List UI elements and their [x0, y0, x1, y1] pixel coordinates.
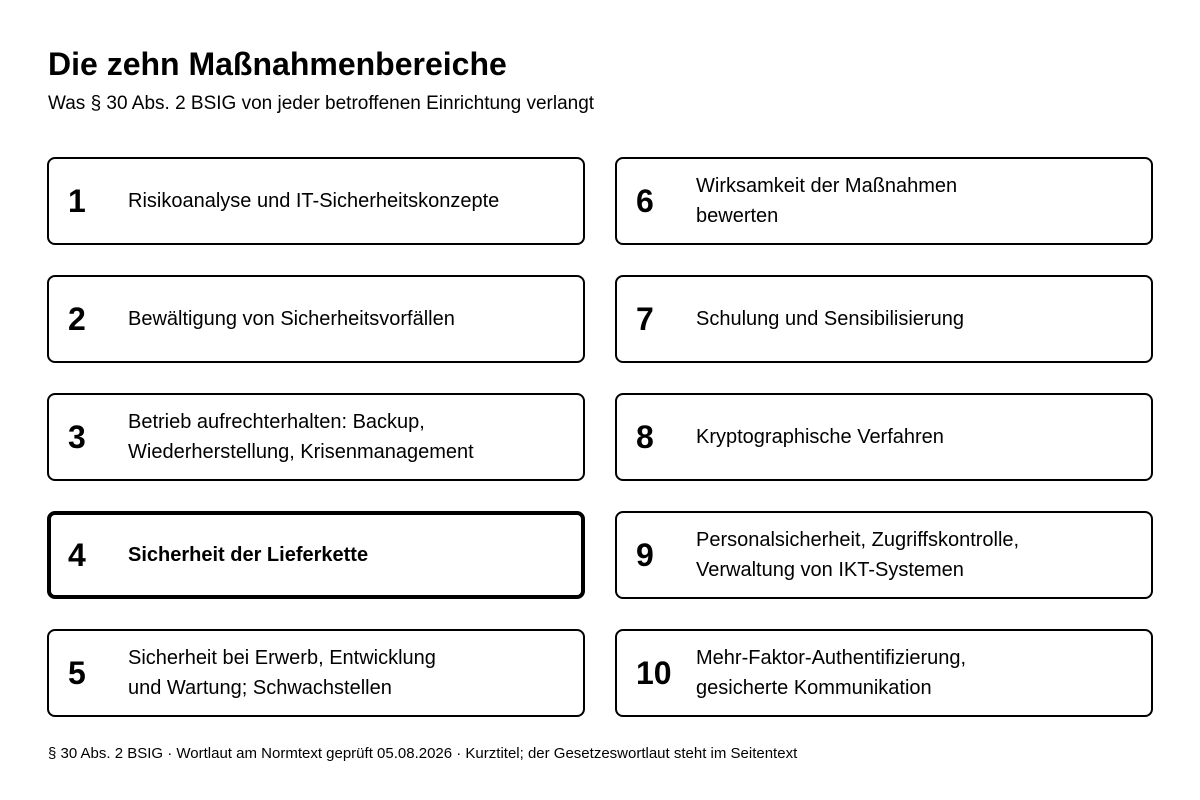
- measure-label: Mehr-Faktor-Authentifizierung, gesicherte Kommunikation: [696, 647, 967, 699]
- measure-card-4: [47, 511, 585, 599]
- measure-card-7: [615, 275, 1153, 363]
- measure-label: Personalsicherheit, Zugriffskontrolle, Verwaltung von IKT-Systemen: [696, 529, 1020, 581]
- measure-label: Wirksamkeit der Maßnahmen bewerten: [696, 175, 958, 227]
- measure-number: 9: [636, 537, 654, 573]
- measure-card-10: [615, 629, 1153, 717]
- measure-number: 4: [68, 537, 86, 573]
- measure-card-3: [47, 393, 585, 481]
- page-title: Die zehn Maßnahmenbereiche: [48, 46, 507, 82]
- measure-number: 2: [68, 301, 86, 337]
- measure-label: Betrieb aufrechterhalten: Backup, Wiederherstellung, Krisenmanagement: [128, 411, 474, 463]
- page-subtitle: Was § 30 Abs. 2 BSIG von jeder betroffenen Einrichtung verlangt: [48, 93, 595, 114]
- measure-number: 1: [68, 183, 86, 219]
- measure-number: 5: [68, 655, 86, 691]
- measure-label: Schulung und Sensibilisierung: [696, 308, 964, 330]
- measure-label: Kryptographische Verfahren: [696, 426, 944, 448]
- measure-label: Risikoanalyse und IT-Sicherheitskonzepte: [128, 190, 500, 212]
- measure-number: 8: [636, 419, 654, 455]
- measure-card-6: [615, 157, 1153, 245]
- measure-card-8: [615, 393, 1153, 481]
- measure-number: 6: [636, 183, 654, 219]
- measure-number: 3: [68, 419, 86, 455]
- measure-label: Sicherheit der Lieferkette: [128, 544, 369, 566]
- measure-card-1: [47, 157, 585, 245]
- measure-card-2: [47, 275, 585, 363]
- measure-label: Sicherheit bei Erwerb, Entwicklung und Wartung; Schwachstellen: [128, 647, 436, 699]
- measure-number: 10: [636, 655, 672, 691]
- measure-card-5: [47, 629, 585, 717]
- measure-number: 7: [636, 301, 654, 337]
- measure-label: Bewältigung von Sicherheitsvorfällen: [128, 308, 455, 330]
- source-footnote: § 30 Abs. 2 BSIG · Wortlaut am Normtext geprüft 05.08.2026 · Kurztitel; der Gesetzeswortlaut steht im Seitentext: [48, 745, 798, 762]
- measure-card-9: [615, 511, 1153, 599]
- measures-grid: [47, 157, 1153, 717]
